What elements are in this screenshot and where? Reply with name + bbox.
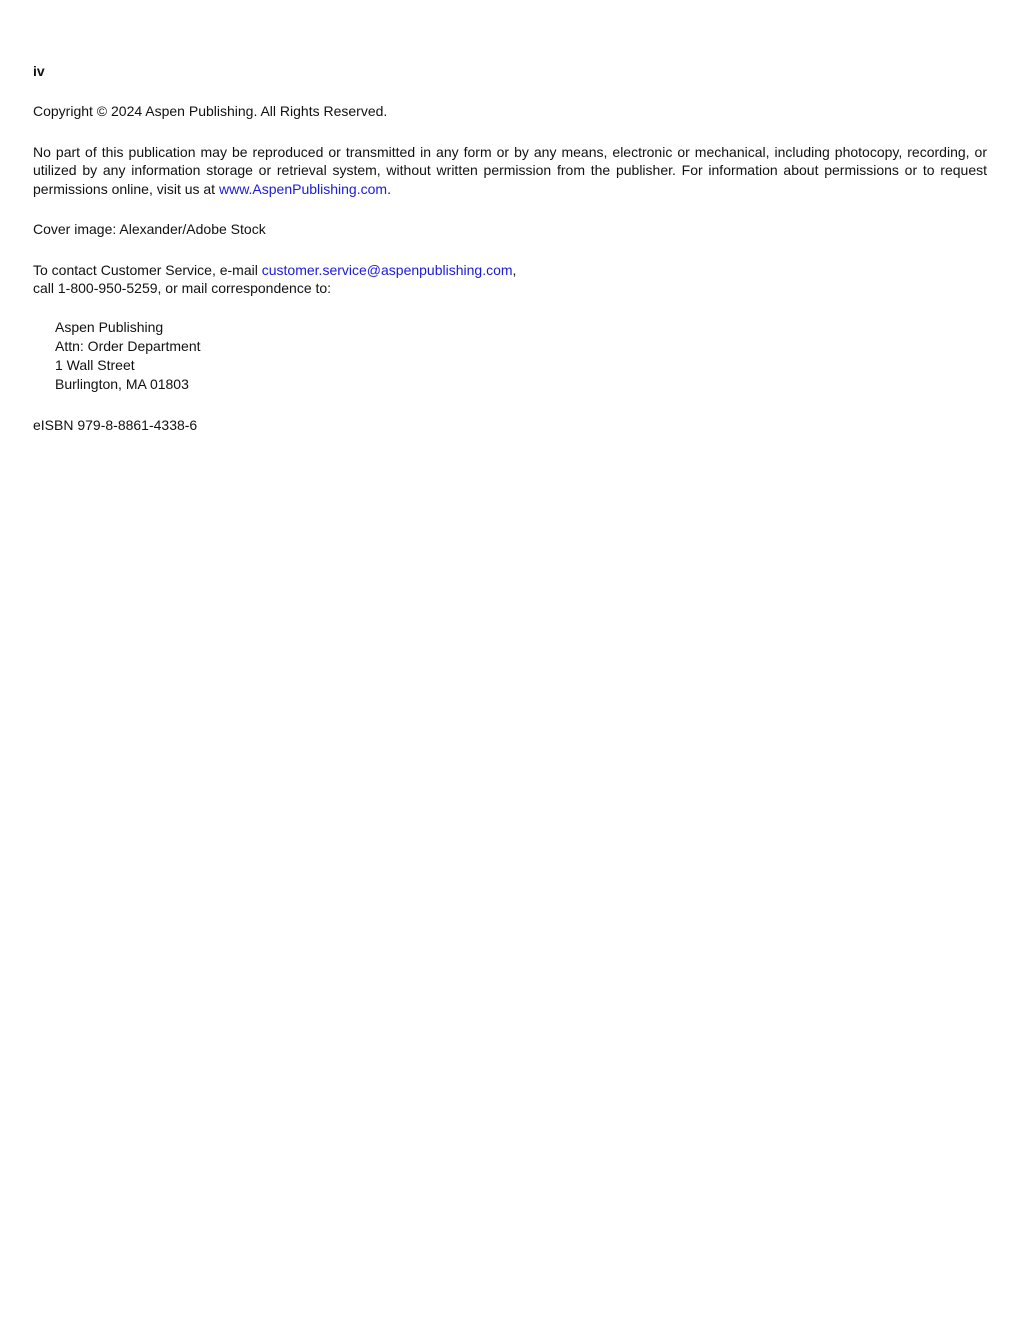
- contact-lead: To contact Customer Service, e-mail: [33, 261, 262, 278]
- permissions-text: No part of this publication may be reproduced or transmitted in any form or by any means, electronic or mechanical, including photocopy, recording, or utilized by any information storage or retrieval system, without written permission from the publisher. For information about permissions or to request permissions online, visit us at: [33, 143, 987, 197]
- eisbn: eISBN 979-8-8861-4338-6: [33, 416, 198, 433]
- cover-image-credit: Cover image: Alexander/Adobe Stock: [33, 221, 266, 237]
- permissions-paragraph: [33, 143, 987, 199]
- address-line-1: Aspen Publishing: [55, 318, 164, 335]
- customer-service-email-link[interactable]: customer.service@aspenpublishing.com: [261, 261, 513, 278]
- copyright-page: [33, 62, 987, 434]
- contact-line-2: call 1-800-950-5259, or mail correspondence to:: [33, 280, 332, 296]
- contact-paragraph: [33, 261, 987, 298]
- contact-comma: ,: [512, 261, 517, 278]
- aspen-website-link[interactable]: www.AspenPublishing.com: [218, 180, 388, 197]
- address-line-3: 1 Wall Street: [55, 356, 135, 373]
- address-line-4: Burlington, MA 01803: [55, 375, 189, 392]
- copyright-line: Copyright © 2024 Aspen Publishing. All Rights Reserved.: [33, 103, 388, 119]
- address-line-2: Attn: Order Department: [55, 337, 201, 354]
- permissions-end: .: [387, 180, 391, 197]
- mailing-address: [55, 318, 987, 394]
- page-number: iv: [33, 63, 45, 79]
